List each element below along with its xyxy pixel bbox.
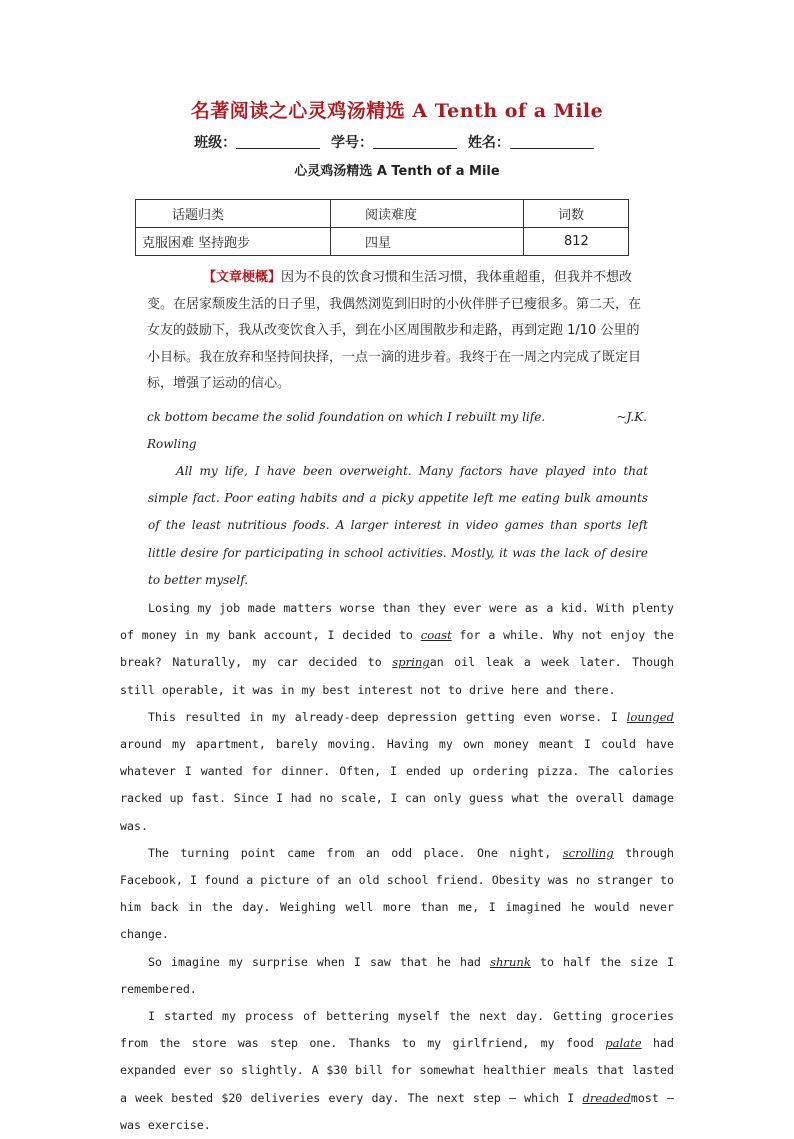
intro-paragraph [148, 458, 648, 594]
vocab-word: scrolling [562, 845, 614, 860]
header-difficulty: 阅读难度 [331, 200, 524, 228]
vocab-word: dreaded [582, 1090, 631, 1105]
id-blank[interactable] [373, 135, 457, 149]
name-label: 姓名： [467, 135, 510, 151]
id-label: 学号： [331, 135, 373, 151]
cell-difficulty: 四星 [331, 228, 524, 256]
paragraph-4: So imagine my surprise when I saw that he had shrunk to half the size I remembered. [120, 954, 674, 996]
header-topic: 话题归类 [136, 200, 331, 228]
quote-author: ~J.K. [616, 410, 647, 424]
vocab-word: shrunk [490, 954, 531, 969]
class-label: 班级： [194, 135, 237, 151]
vocab-word: palate [605, 1036, 642, 1051]
vocab-word: coast [420, 628, 452, 643]
paragraph-2: This resulted in my already-deep depression getting even worse. I lounged around my apartment, barely moving. Having my own money meant I could have whatever I wanted for dinner. Often, I ended up ordering pizza. The calories racked up fast. Since I had no scale, I can only guess what the overall damage was. [120, 709, 674, 833]
article-body [120, 595, 674, 1139]
summary-tag: 【文章梗概】 [203, 270, 282, 285]
article-meta-table [135, 199, 629, 256]
page-title: 名著阅读之心灵鸡汤精选 A Tenth of a Mile [190, 100, 604, 122]
table-row [136, 228, 629, 256]
vocab-word: lounged [626, 709, 674, 724]
summary-text: 因为不良的饮食习惯和生活习惯，我体重超重，但我并不想改变。在居家颓废生活的日子里，我偶然浏览到旧时的小伙伴胖子已瘦很多。第二天，在女友的鼓励下，我从改变饮食入手，到在小区周围散步和走路，再到定跑 1/10 公里的小目标。我在放弃和坚持间抉择，一点一滴的进步着。我终于在一周之内完成了既定目标，增强了运动的信心。 [147, 270, 642, 391]
student-info-line [0, 132, 794, 152]
paragraph-5: I started my process of bettering myself the next day. Getting groceries from the store was step one. Thanks to my girlfriend, my food palate had expanded ever so slightly. A $30 bill for somewhat healthier meals that lasted a week bested $20 deliveries every day. The next step — which I dreadedmost — was exercise. [120, 1009, 674, 1132]
quote-author-tail: Rowling [147, 436, 197, 451]
cell-word-count: 812 [524, 228, 629, 256]
name-blank[interactable] [510, 135, 594, 149]
cell-topic: 克服困难 坚持跑步 [136, 228, 331, 256]
epigraph-quote [147, 404, 647, 457]
vocab-word: spring [392, 655, 430, 670]
article-summary [147, 265, 647, 398]
paragraph-1: Losing my job made matters worse than they ever were as a kid. With plenty of money in my bank account, I decided to coast for a while. Why not enjoy the break? Naturally, my car decided to springan oil leak a week later. Though still operable, it was in my best interest not to drive here and there. [120, 601, 674, 697]
article-subtitle: 心灵鸡汤精选 A Tenth of a Mile [294, 164, 500, 179]
class-blank[interactable] [236, 135, 320, 149]
quote-text: ck bottom became the solid foundation on which I rebuilt my life. [147, 410, 546, 424]
header-word-count: 词数 [524, 200, 629, 228]
table-header-row [136, 200, 629, 228]
paragraph-3: The turning point came from an odd place. One night, scrolling through Facebook, I found a picture of an old school friend. Obesity was no stranger to him back in the day. Weighing well more than me, I imagined he would never change. [120, 845, 674, 942]
intro-text: All my life, I have been overweight. Many factors have played into that simple fact. Poor eating habits and a picky appetite left me eating bulk amounts of the least nutritious foods. A larger interest in video games than sports left little desire for participating in school activities. Mostly, it was the lack of desire to better myself. [148, 464, 648, 587]
